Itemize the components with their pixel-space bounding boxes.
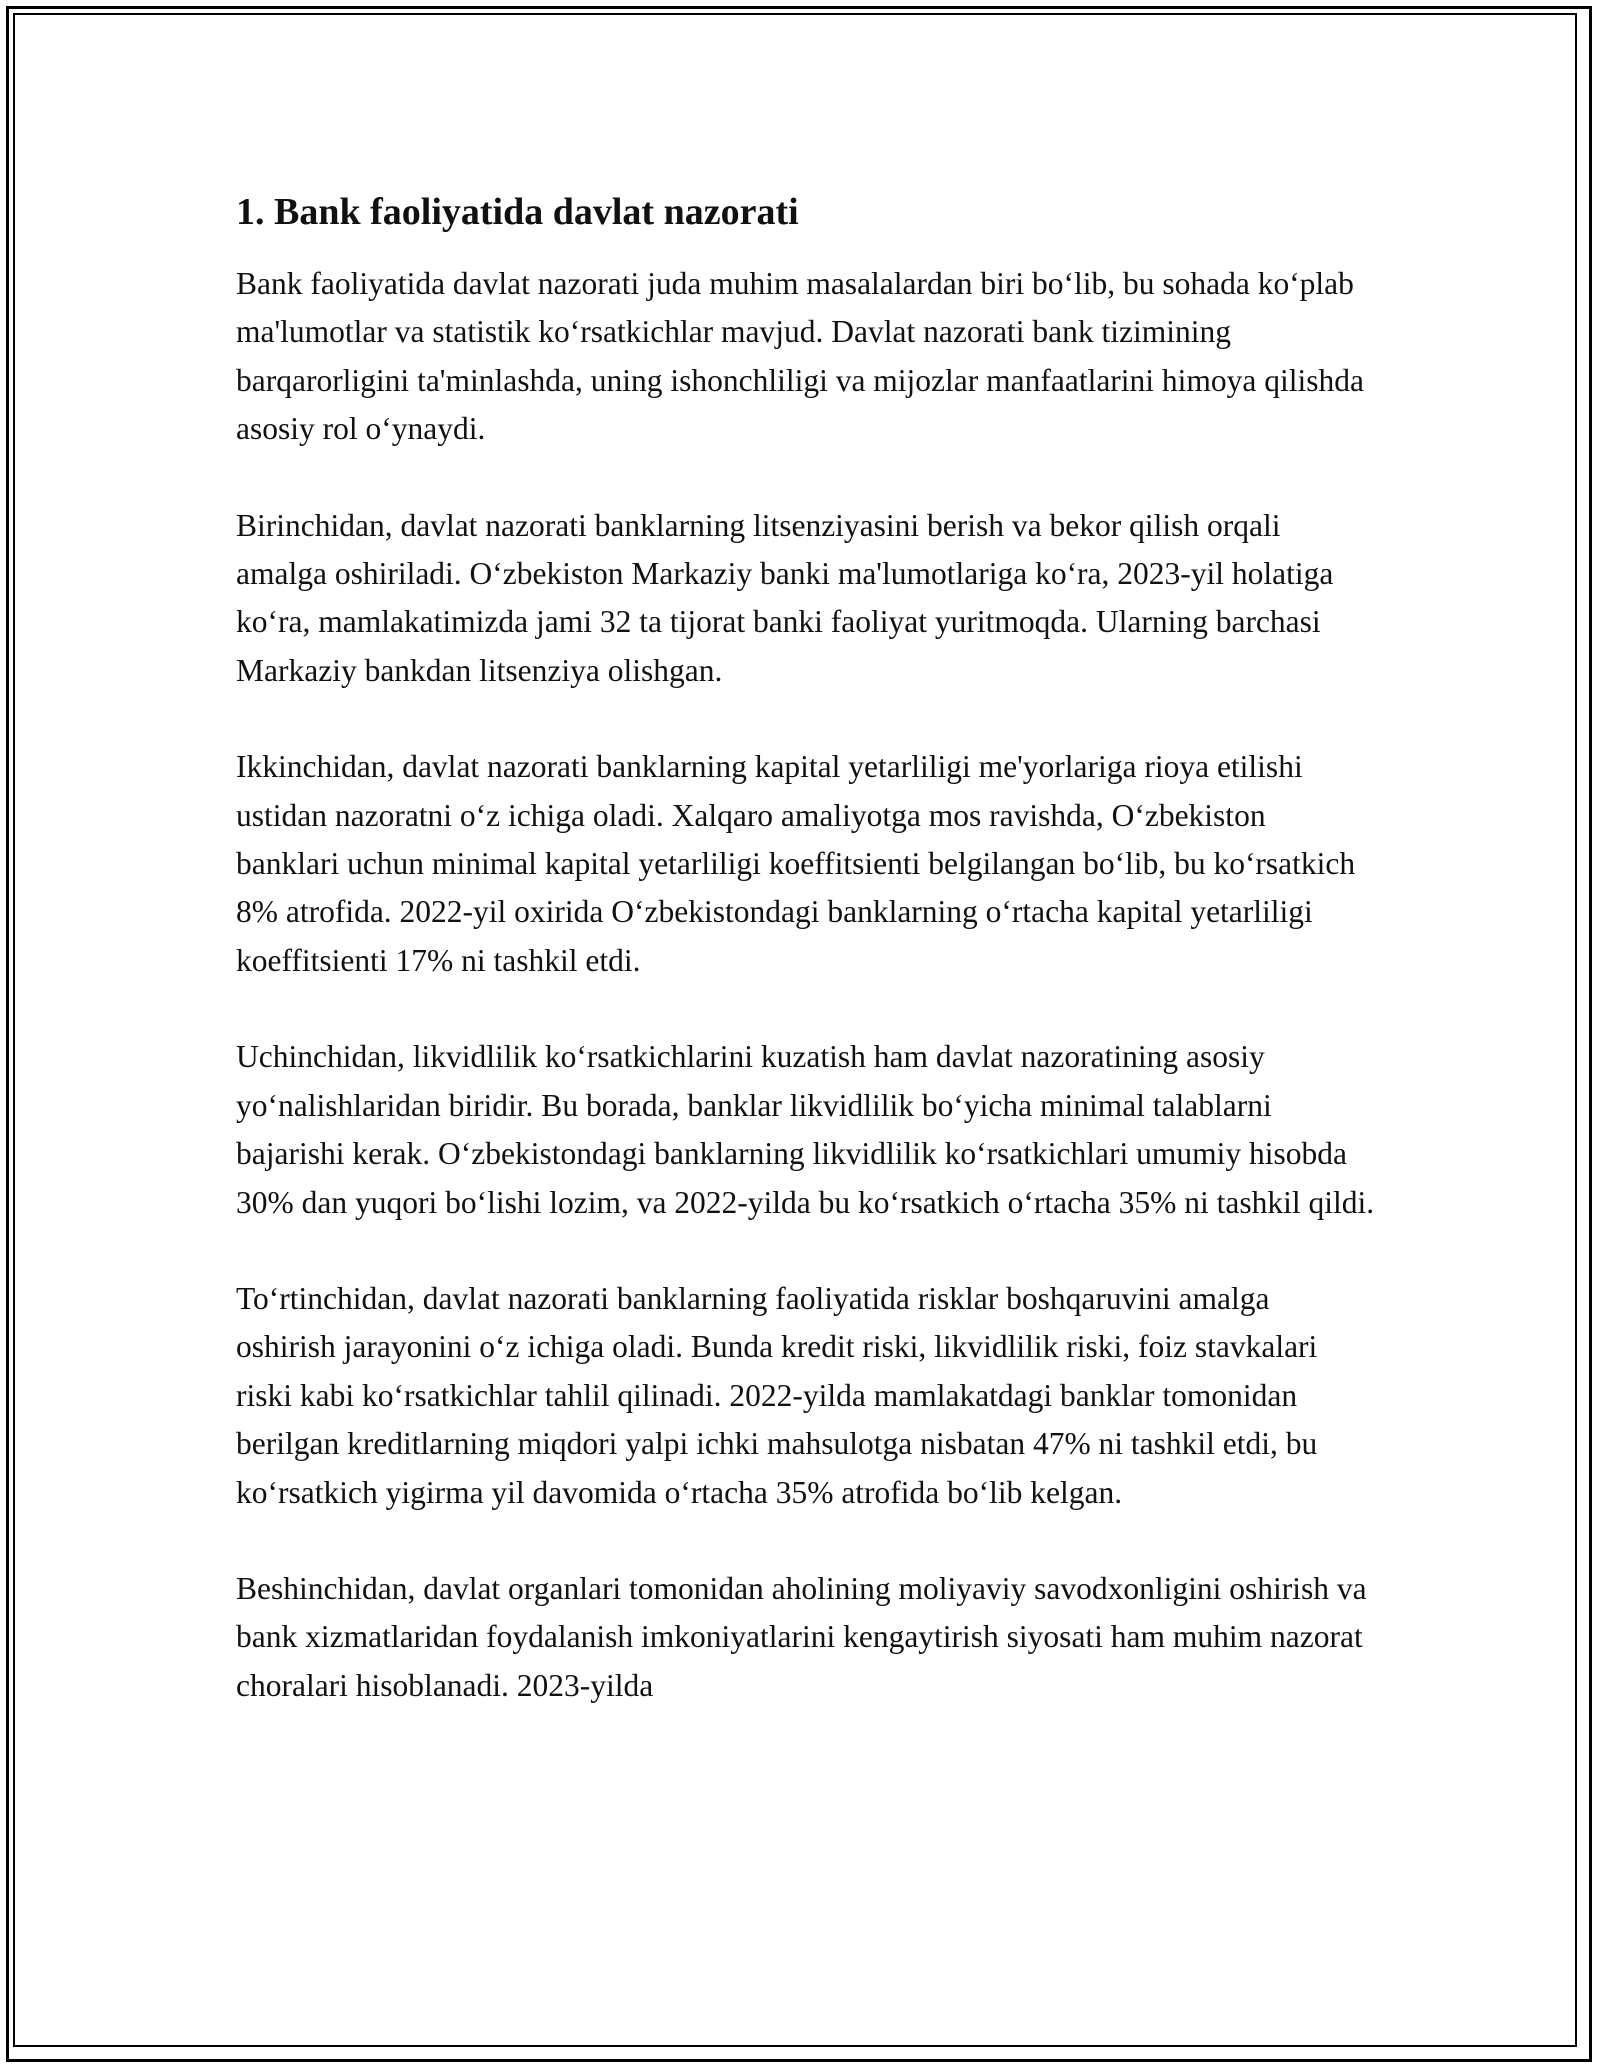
paragraph-fourth: To‘rtinchidan, davlat nazorati banklarning faoliyatida risklar boshqaruvini amalga oshirish jarayonini o‘z ichiga oladi. Bunda kredit riski, likvidlilik riski, foiz stavkalari riski kabi ko‘rsatkichlar tahlil qilinadi. 2022-yilda mamlakatdagi banklar tomonidan berilgan kreditlarning miqdori yalpi ichki mahsulotga nisbatan 47% ni tashkil etdi, bu ko‘rsatkich yigirma yil davomida o‘rtacha 35% atrofida bo‘lib kelgan. <box>236 1280 1318 1510</box>
paragraph-third: Uchinchidan, likvidlilik ko‘rsatkichlarini kuzatish ham davlat nazoratining asosiy yo‘nalishlaridan biridir. Bu borada, banklar likvidlilik bo‘yicha minimal talablarni bajarishi kerak. O‘zbekistondagi banklarning likvidlilik ko‘rsatkichlari umumiy hisobda 30% dan yuqori bo‘lishi lozim, va 2022-yilda bu ko‘rsatkich o‘rtacha 35% ni tashkil qildi. <box>236 1039 1375 1220</box>
paragraph-second: Ikkinchidan, davlat nazorati banklarning kapital yetarliligi me'yorlariga rioya etilishi ustidan nazoratni o‘z ichiga oladi. Xalqaro amaliyotga mos ravishda, O‘zbekiston banklari uchun minimal kapital yetarliligi koeffitsienti belgilangan bo‘lib, bu ko‘rsatkich 8% atrofida. 2022-yil oxirida O‘zbekistondagi banklarning o‘rtacha kapital yetarliligi koeffitsienti 17% ni tashkil etdi. <box>236 749 1356 978</box>
paragraph-fifth: Beshinchidan, davlat organlari tomonidan aholining moliyaviy savodxonligini oshirish va bank xizmatlaridan foydalanish imkoniyatlarini kengaytirish siyosati ham muhim nazorat choralari hisoblanadi. 2023-yilda <box>236 1570 1367 1703</box>
document-body <box>236 180 1376 1758</box>
paragraph-first: Birinchidan, davlat nazorati banklarning litsenziyasini berish va bekor qilish orqali amalga oshiriladi. O‘zbekiston Markaziy banki ma'lumotlariga ko‘ra, 2023-yil holatiga ko‘ra, mamlakatimizda jami 32 ta tijorat banki faoliyat yuritmoqda. Ularning barchasi Markaziy bankdan litsenziya olishgan. <box>236 507 1334 688</box>
paragraph-intro: Bank faoliyatida davlat nazorati juda muhim masalalardan biri bo‘lib, bu sohada ko‘plab ma'lumotlar va statistik ko‘rsatkichlar mavjud. Davlat nazorati bank tizimining barqarorligini ta'minlashda, uning ishonchliligi va mijozlar manfaatlarini himoya qilishda asosiy rol o‘ynaydi. <box>236 266 1365 447</box>
section-heading: 1. Bank faoliyatida davlat nazorati <box>236 191 799 233</box>
